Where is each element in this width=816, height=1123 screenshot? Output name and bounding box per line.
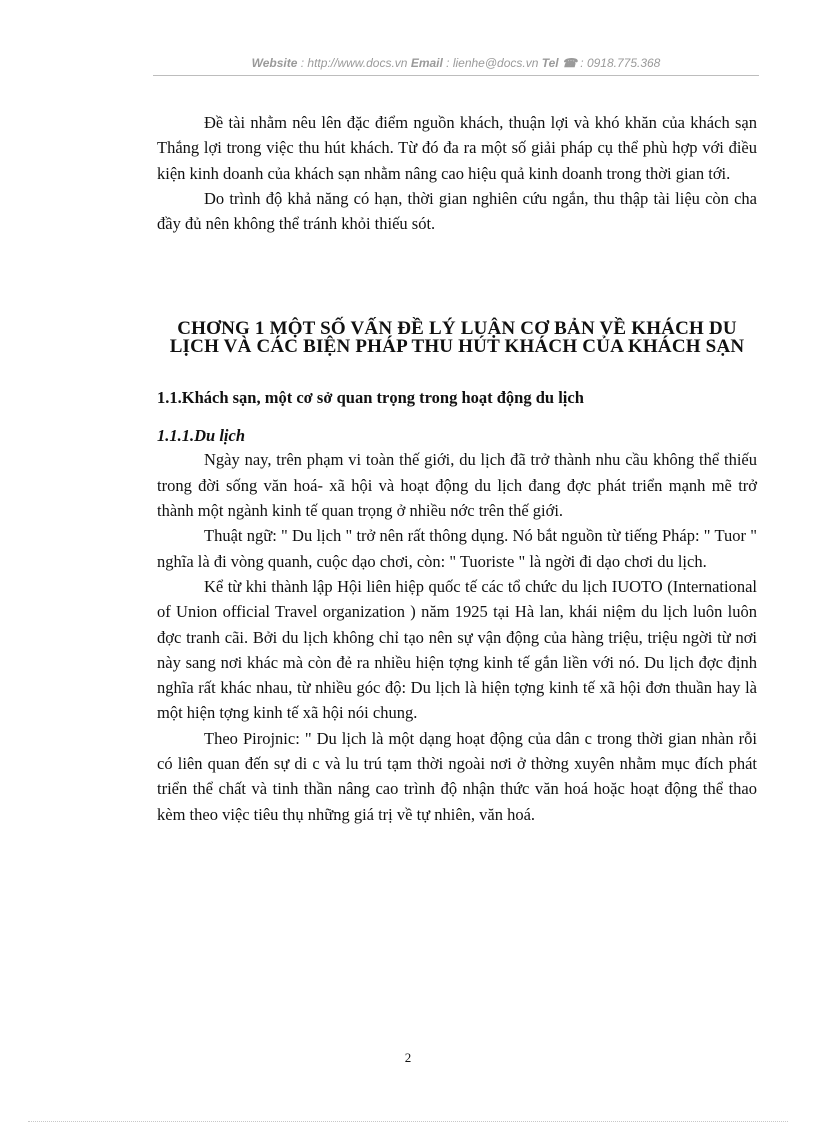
website-value: : http://www.docs.vn <box>297 56 411 70</box>
body-paragraph: Kể từ khi thành lập Hội liên hiệp quốc tế các tổ chức du lịch IUOTO (International of Union official Travel organization ) năm 1925 tại Hà lan, khái niệm du lịch luôn luôn đợc tranh cãi. Bởi du lịch không chỉ tạo nên sự vận động của hàng triệu, triệu ngời từ nơi này sang nơi khác mà còn đẻ ra nhiều hiện tợng kinh tế gắn liền với nó. Du lịch đợc định nghĩa rất khác nhau, từ nhiều góc độ: Du lịch là hiện tợng kinh tế xã hội đơn thuần hay là một hiện tợng kinh tế xã hội nói chung. <box>157 576 757 723</box>
tel-value: : 0918.775.368 <box>576 56 661 70</box>
email-value: : lienhe@docs.vn <box>442 56 542 70</box>
section-heading: 1.1.Khách sạn, một cơ sở quan trọng trong hoạt động du lịch <box>157 388 584 408</box>
body-paragraph: Theo Pirojnic: " Du lịch là một dạng hoạt động của dân c trong thời gian nhàn rỗi có liên quan đến sự di c và lu trú tạm thời ngoài nơi ở thờng xuyên nhằm mục đích phát triển thể chất và tinh thần nâng cao trình độ nhận thức văn hoá hoặc hoạt động thể thao kèm theo việc tiêu thụ những giá trị về tự nhiên, văn hoá. <box>157 728 757 824</box>
footer-divider <box>28 1121 788 1122</box>
body-paragraph: Ngày nay, trên phạm vi toàn thế giới, du lịch đã trở thành nhu cầu không thể thiếu trong đời sống văn hoá- xã hội và hoạt động du lịch đang đợc phát triển mạnh mẽ trở thành một ngành kinh tế quan trọng ở nhiều nớc trên thế giới. <box>157 450 757 521</box>
tel-label: Tel <box>541 56 559 70</box>
phone-icon: ☎ <box>561 56 577 70</box>
page-header <box>153 56 759 70</box>
page-number: 2 <box>404 1050 412 1065</box>
subsection-heading: 1.1.1.Du lịch <box>157 426 246 446</box>
body-paragraph: Thuật ngữ: " Du lịch " trở nên rất thông dụng. Nó bắt nguồn từ tiếng Pháp: " Tuor " nghĩa là đi vòng quanh, cuộc dạo chơi, còn: " Tuoriste " là ngời đi dạo chơi du lịch. <box>157 526 757 571</box>
email-label: Email <box>410 56 443 70</box>
page-content <box>157 110 757 827</box>
header-divider <box>153 75 759 76</box>
intro-paragraph: Do trình độ khả năng có hạn, thời gian nghiên cứu ngắn, thu thập tài liệu còn cha đầy đủ nên không thể tránh khỏi thiếu sót. <box>157 188 757 234</box>
intro-paragraph: Đề tài nhằm nêu lên đặc điểm nguồn khách, thuận lợi và khó khăn của khách sạn Thắng lợi trong việc thu hút khách. Từ đó đa ra một số giải pháp cụ thể phù hợp với điều kiện kinh doanh của khách sạn nhằm nâng cao hiệu quả kinh doanh trong thời gian tới. <box>157 113 757 183</box>
website-label: Website <box>251 56 298 70</box>
chapter-title: CHƠNG 1 MỘT SỐ VẤN ĐỀ LÝ LUẬN CƠ BẢN VỀ KHÁCH DU LỊCH VÀ CÁC BIỆN PHÁP THU HÚT KHÁCH CỦA KHÁCH SẠN <box>169 318 745 358</box>
